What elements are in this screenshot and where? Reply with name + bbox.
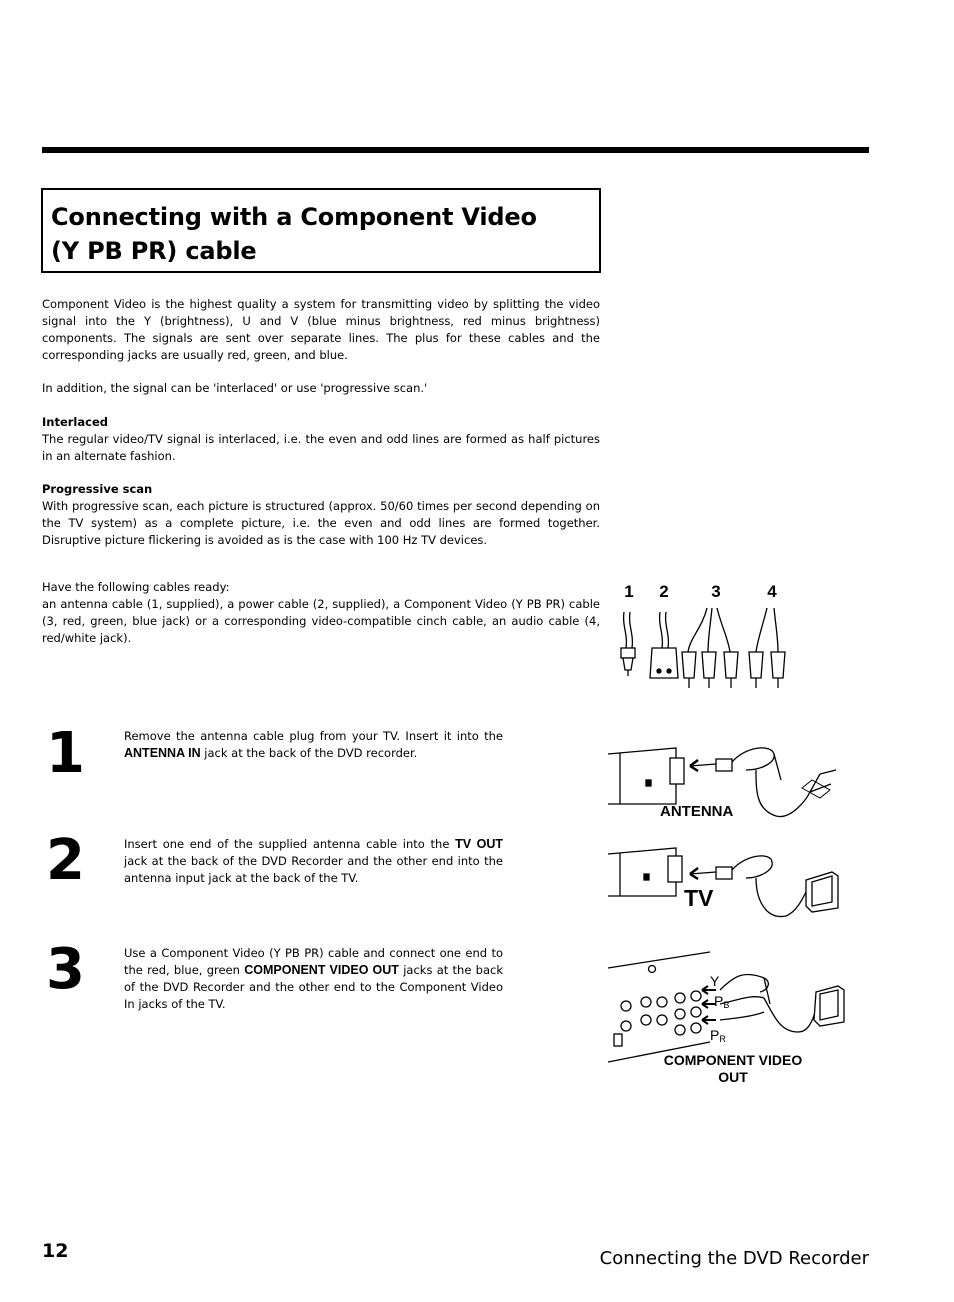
antenna-label: ANTENNA <box>660 803 734 820</box>
component-out-label: OUT <box>718 1069 748 1085</box>
step-2-number: 2 <box>46 828 82 893</box>
tv-out-illustration <box>606 840 842 924</box>
title-line-2: (Y PB PR) cable <box>51 237 257 265</box>
cable-label-4: 4 <box>767 582 777 601</box>
tv-label: TV <box>684 885 714 911</box>
cables-intro: Have the following cables ready: <box>42 580 230 594</box>
title-box <box>41 188 601 273</box>
component-video-out-illustration <box>604 946 848 1088</box>
header-rule <box>42 147 869 153</box>
step-1-number: 1 <box>46 721 82 786</box>
component-y-label: Y <box>710 973 720 989</box>
component-pb-label: PB <box>714 993 730 1010</box>
component-pr-label: PR <box>710 1027 726 1044</box>
antenna-in-illustration <box>606 740 842 824</box>
page-number: 12 <box>42 1240 69 1262</box>
progressive-section <box>42 481 600 549</box>
title-line-1: Connecting with a Component Video <box>51 203 537 231</box>
step-2-before: Insert one end of the supplied antenna cable into the <box>124 837 450 851</box>
cable-label-3: 3 <box>711 582 721 601</box>
progressive-heading: Progressive scan <box>42 482 153 496</box>
step-3-after: jacks at the back of the DVD Recorder and the other end to the Component Video In jacks of the TV. <box>124 963 504 1011</box>
step-2-after: jack at the back of the DVD Recorder and the other end into the antenna input jack at the back of the TV. <box>124 854 503 885</box>
cables-section <box>42 579 600 647</box>
cables-list: an antenna cable (1, supplied), a power cable (2, supplied), a Component Video (Y PB PR) cable (3, red, green, blue jack) or a corresponding video-compatible cinch cable, an audio cable (4, red/white jack). <box>42 597 600 645</box>
interlaced-section <box>42 414 600 465</box>
signal-note: In addition, the signal can be 'interlaced' or use 'progressive scan.' <box>42 381 428 395</box>
step-1-text <box>124 728 503 762</box>
cable-label-1: 1 <box>624 582 634 601</box>
step-1-keyword: ANTENNA IN <box>124 746 201 760</box>
cables-illustration <box>612 578 792 698</box>
step-2-keyword: TV OUT <box>455 837 504 851</box>
step-3-before: Use a Component Video (Y PB PR) cable and connect one end to the red, blue, green <box>124 946 503 977</box>
component-video-label: COMPONENT VIDEO <box>663 1052 803 1068</box>
interlaced-heading: Interlaced <box>42 415 108 429</box>
progressive-text: With progressive scan, each picture is structured (approx. 50/60 times per second depending on the TV system) as a complete picture, i.e. the even and odd lines are formed together. Disruptive picture flickering is avoided as is the case with 100 Hz TV devices. <box>42 499 600 547</box>
step-1-after: jack at the back of the DVD recorder. <box>204 746 418 760</box>
intro-paragraph: Component Video is the highest quality a system for transmitting video by splitting the video signal into the Y (brightness), U and V (blue minus brightness, red minus brightness) components. The signals are sent over separate lines. The plus for these cables and the corresponding jacks are usually red, green, and blue. <box>42 297 600 362</box>
step-3-number: 3 <box>46 937 82 1002</box>
step-2-text <box>124 836 503 887</box>
section-title: Connecting the DVD Recorder <box>599 1248 869 1269</box>
cable-label-2: 2 <box>659 582 669 601</box>
interlaced-text: The regular video/TV signal is interlaced, i.e. the even and odd lines are formed as half pictures in an alternate fashion. <box>42 432 600 463</box>
page-title <box>51 200 537 268</box>
step-3-keyword: COMPONENT VIDEO OUT <box>244 963 399 977</box>
step-3-text <box>124 945 503 1013</box>
step-1-before: Remove the antenna cable plug from your TV. Insert it into the <box>124 729 503 743</box>
